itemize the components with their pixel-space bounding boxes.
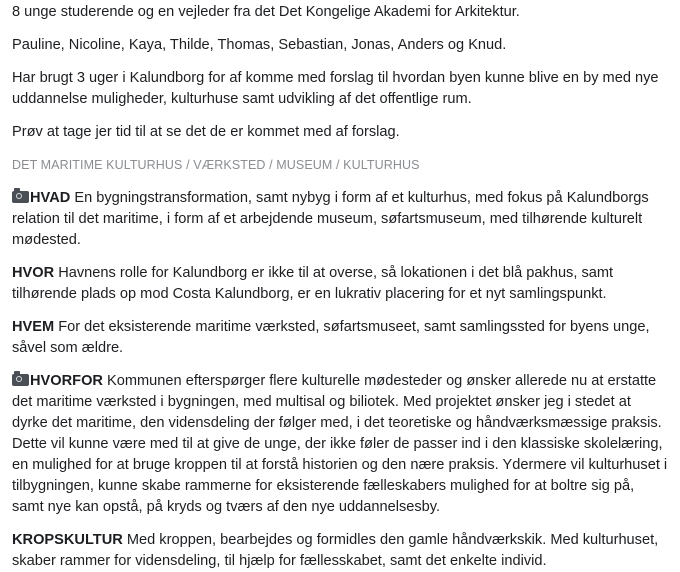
hvad-label: HVAD [30,190,71,206]
hvad-paragraph [12,188,668,251]
hvor-label: HVOR [12,265,55,281]
hvor-paragraph [12,263,668,305]
hvorfor-text: Kommunen efterspørger flere kulturelle mødesteder og ønsker allerede nu at erstatte det maritime værksted i bygningen, med multisal og biliotek. Med projektet ønsker jeg i stedet at dyrke det maritime, den vidensdeling der følger med, i det teoretiske og håndværksmæssige praksis. Dette vil kunne være med til at give de unge, der ikke føler de passer ind i den klassiske skolelæring, en mulighed for at bruge kroppen til at forstå historien og den nære praksis. Ydermere vil kulturhuset i tilbygningen, kunne skabe rammerne for eksisterende fælleskabers mulighed for at boltre sig på, samt nye kan opstå, på kryds og tværs af den nye uddannelsesby. [12,373,668,515]
hvem-text: For det eksisterende maritime værksted, søfartsmuseet, samt samlingssted for byens unge, såvel som ældre. [12,319,650,356]
kropskultur-text: Med kroppen, bearbejdes og formidles den gamle håndværkskik. Med kulturhuset, skaber rammer for vidensdeling, til hjælp for fællesskabet, samt det enkelte individ. [12,532,659,569]
hvorfor-label: HVORFOR [30,373,103,389]
hvorfor-paragraph [12,371,668,518]
kropskultur-paragraph [12,530,668,572]
invite-paragraph: Prøv at tage jer tid til at se det de er kommet med af forslag. [12,124,400,140]
kropskultur-label: KROPSKULTUR [12,532,123,548]
description-paragraph: Har brugt 3 uger i Kalundborg for af komme med forslag til hvordan byen kunne blive en by med nye uddannelse muligheder, kulturhuse samt udvikling af det offentlige rum. [12,70,659,107]
hvem-paragraph [12,317,668,359]
names-paragraph: Pauline, Nicoline, Kaya, Thilde, Thomas, Sebastian, Jonas, Anders og Knud. [12,37,507,53]
section-heading: DET MARITIME KULTURHUS / VÆRKSTED / MUSEUM / KULTURHUS [12,158,420,172]
hvad-text: En bygningstransformation, samt nybyg i form af et kulturhus, med fokus på Kalundborgs relation til det maritime, i form af et arbejdende museum, søfartsmuseum, med tilhørende kulturelt mødested. [12,190,649,248]
hvor-text: Havnens rolle for Kalundborg er ikke til at overse, så lokationen i det blå pakhus, samt tilhørende plads op mod Costa Kalundborg, er en lukrativ placering for et nyt samlingspunkt. [12,265,614,302]
intro-paragraph: 8 unge studerende og en vejleder fra det Det Kongelige Akademi for Arkitektur. [12,4,520,20]
camera-icon [12,374,29,386]
camera-icon [12,191,29,203]
hvem-label: HVEM [12,319,55,335]
